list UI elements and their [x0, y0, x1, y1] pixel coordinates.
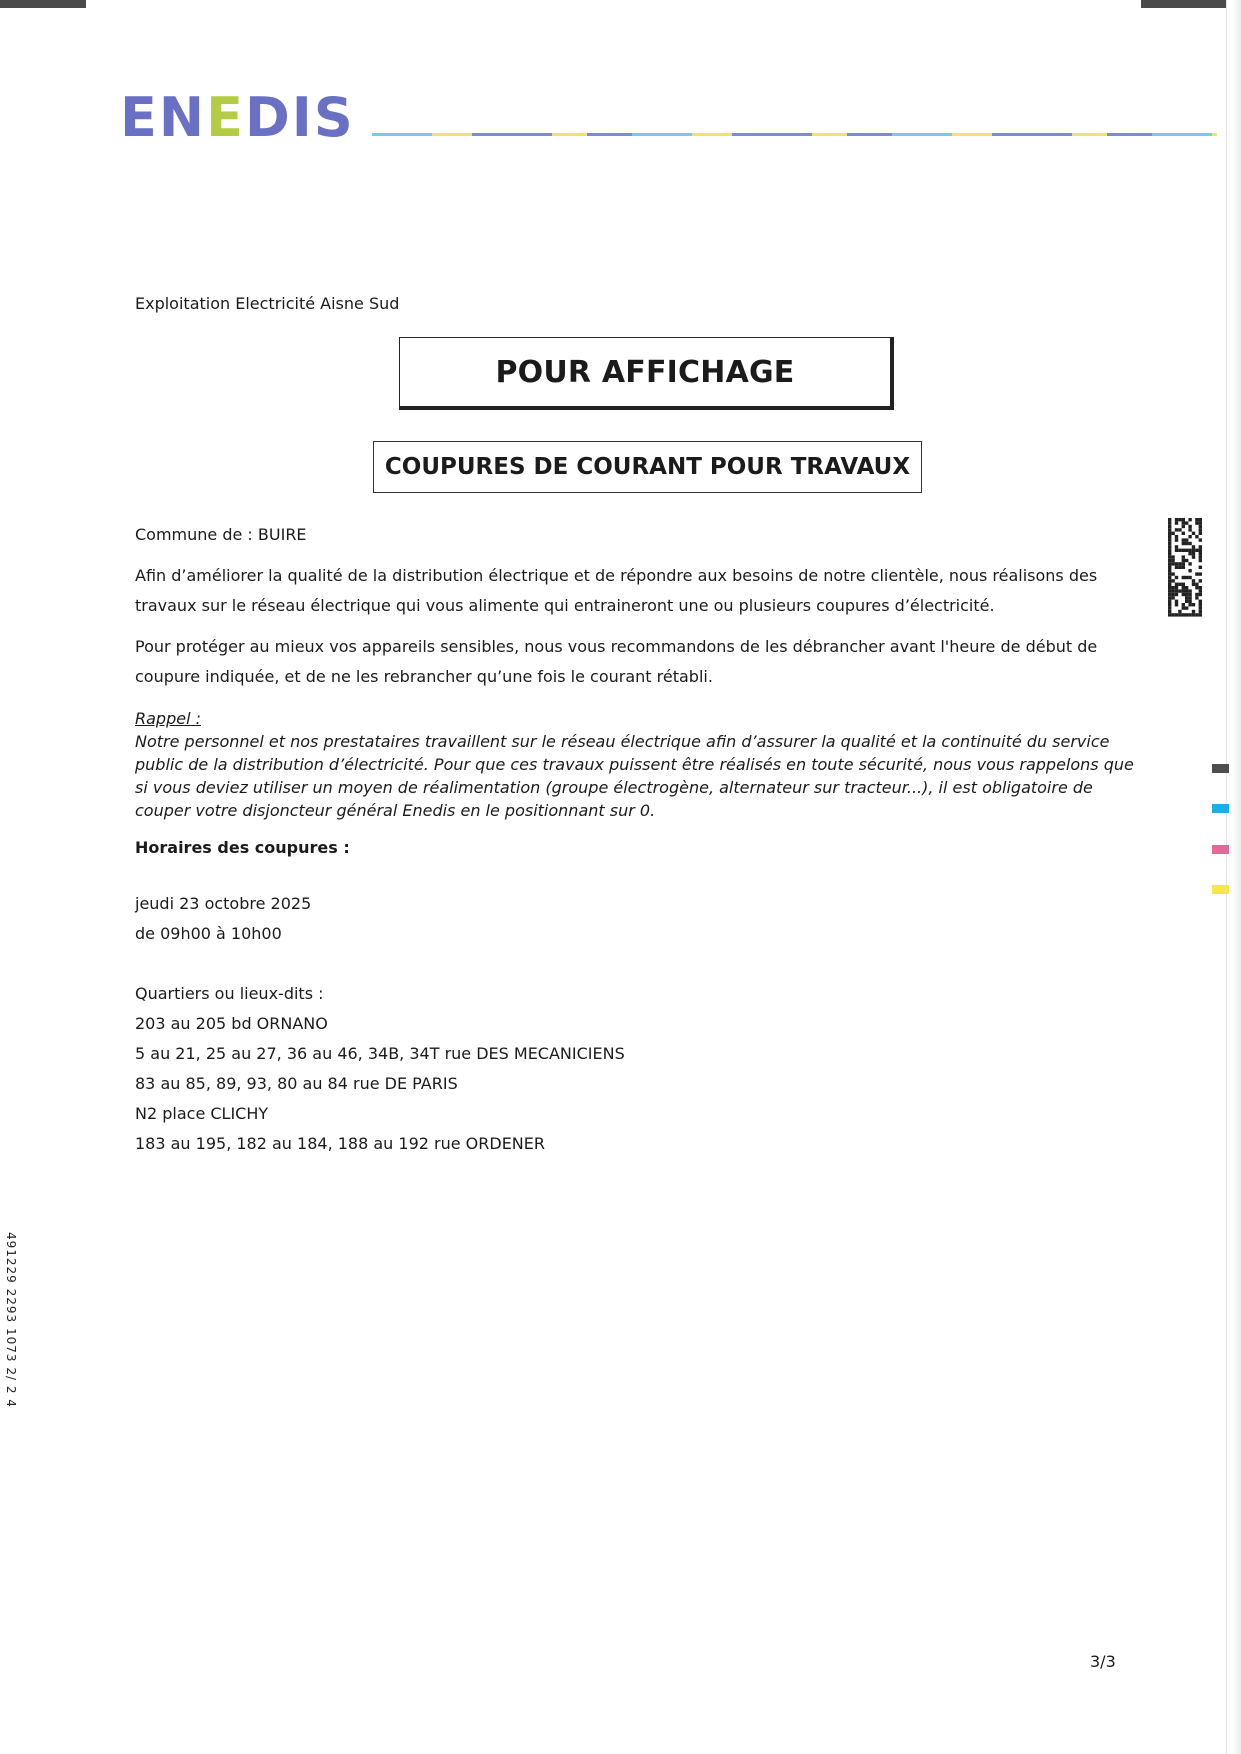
quartier-item: 203 au 205 bd ORNANO [135, 1014, 328, 1033]
enedis-logo-text [120, 88, 355, 148]
quartier-item: N2 place CLICHY [135, 1104, 269, 1123]
color-swatch-cyan [1212, 804, 1229, 813]
quartiers-heading: Quartiers ou lieux-dits : [135, 984, 324, 1003]
title-box [399, 337, 894, 410]
scan-edge-shade [1233, 0, 1241, 1754]
crop-mark-right [1141, 0, 1227, 8]
paragraph-intro: Afin d’améliorer la qualité de la distribution électrique et de répondre aux besoins de notre clientèle, nous réalisons des travaux sur le réseau électrique qui vous alimente qui entraineront une ou plusieurs coupures d’électricité. [135, 566, 1098, 615]
logo-text-part1: EN [120, 86, 207, 149]
subtitle-box [373, 441, 922, 493]
logo-text-part2: E [206, 86, 245, 149]
quartiers-list [135, 1009, 625, 1159]
color-swatch-magenta [1212, 845, 1229, 854]
logo-text-part3: DIS [244, 86, 355, 149]
rappel-colon: : [190, 709, 202, 728]
color-swatch-yellow [1212, 885, 1229, 894]
horaires-heading: Horaires des coupures : [135, 838, 350, 857]
page-subtitle: COUPURES DE COURANT POUR TRAVAUX [384, 454, 911, 480]
rappel-label: Rappel [135, 709, 191, 728]
scan-edge-line [1226, 0, 1227, 1754]
datamatrix-code-icon [1168, 518, 1202, 618]
rappel-heading [135, 707, 201, 731]
outage-date: jeudi 23 octobre 2025 [135, 894, 312, 913]
enedis-logo [120, 88, 360, 148]
page-number: 3/3 [1090, 1652, 1116, 1671]
quartier-item: 5 au 21, 25 au 27, 36 au 46, 34B, 34T rue DES MECANICIENS [135, 1044, 625, 1063]
sender-department: Exploitation Electricité Aisne Sud [135, 294, 400, 313]
commune-line: Commune de : BUIRE [135, 525, 307, 544]
side-reference-code: 491229 2293 1073 2/ 2 4 [4, 1232, 18, 1408]
header-rule [372, 133, 1217, 136]
outage-hours: de 09h00 à 10h00 [135, 924, 282, 943]
color-swatch-black [1212, 764, 1229, 773]
quartier-item: 183 au 195, 182 au 184, 188 au 192 rue ORDENER [135, 1134, 545, 1153]
quartier-item: 83 au 85, 89, 93, 80 au 84 rue DE PARIS [135, 1074, 458, 1093]
paragraph-recommendation: Pour protéger au mieux vos appareils sensibles, nous vous recommandons de les débrancher avant l'heure de début de coupure indiquée, et de ne les rebrancher qu’une fois le courant rétabli. [135, 637, 1098, 686]
rappel-text: Notre personnel et nos prestataires travaillent sur le réseau électrique afin d’assurer la qualité et la continuité du service public de la distribution d’électricité. Pour que ces travaux puissent être réalisés en toute sécurité, nous vous rappelons que si vous deviez utiliser un moyen de réalimentation (groupe électrogène, alternateur sur tracteur...), il est obligatoire de couper votre disjoncteur général Enedis en le positionnant sur 0. [135, 732, 1134, 820]
crop-mark-left [0, 0, 86, 8]
page-title: POUR AFFICHAGE [495, 354, 795, 390]
